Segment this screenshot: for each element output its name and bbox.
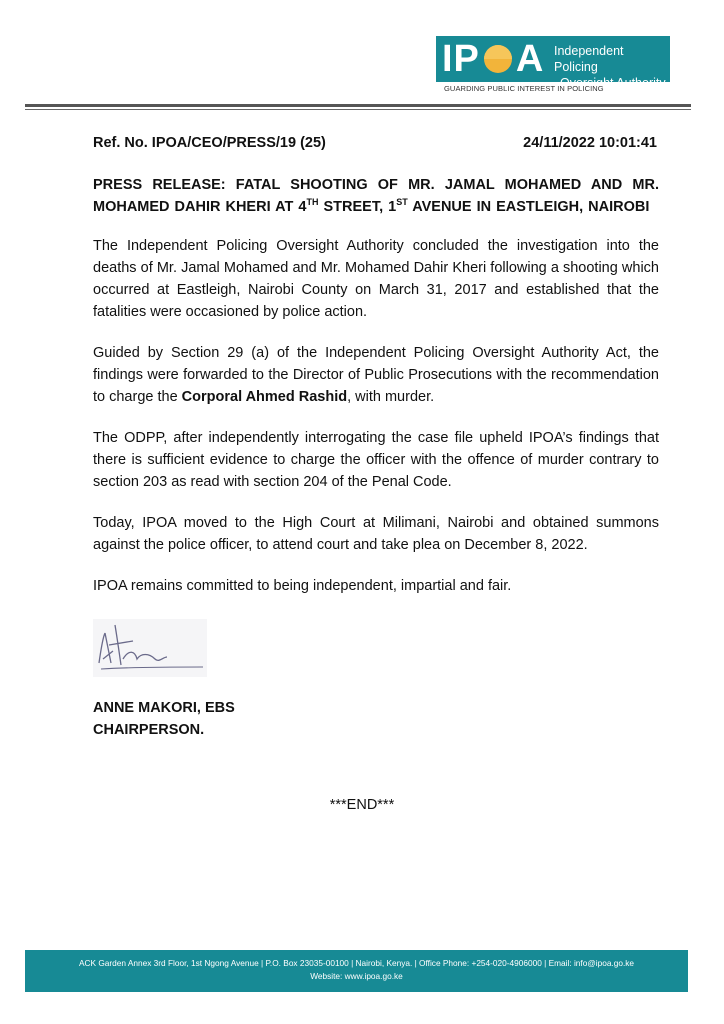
logo-mark-ip: IP [442, 37, 480, 80]
logo-mark [442, 38, 544, 80]
paragraph-high-court: Today, IPOA moved to the High Court at Milimani, Nairobi and obtained summons against the police officer, to attend court and take plea on December 8, 2022. [93, 515, 659, 553]
headline-part-1: PRESS RELEASE: FATAL SHOOTING OF MR. JAMAL MOHAMED AND MR. MOHAMED DAHIR KHERI AT 4 [93, 177, 659, 215]
end-marker: ***END*** [329, 797, 395, 813]
handwritten-signature [93, 619, 207, 677]
paragraph-odpp: The ODPP, after independently interrogating the case file upheld IPOA’s findings that there is sufficient evidence to charge the officer with the offence of murder contrary to section 203 as read with section 204 of the Penal Code. [93, 430, 659, 490]
headline-part-2: STREET, 1 [318, 199, 397, 215]
headline-superscript-th: TH [306, 197, 319, 208]
header-divider-thick [25, 104, 691, 107]
reference-number: Ref. No. IPOA/CEO/PRESS/19 (25) [93, 135, 326, 151]
sun-icon [481, 42, 515, 76]
press-release-headline [93, 174, 659, 218]
paragraph-commitment: IPOA remains committed to being independent, impartial and fair. [93, 578, 512, 594]
logo-mark-a: A [515, 37, 545, 80]
signatory-name: ANNE MAKORI, EBS [93, 700, 235, 716]
reference-line [93, 132, 657, 154]
paragraph-investigation: The Independent Policing Oversight Authority concluded the investigation into the deaths of Mr. Jamal Mohamed and Mr. Mohamed Dahir Kheri following a shooting which occurred at Eastleigh, Nairobi County on March 31, 2017 and established that the fatalities were occasioned by police action. [93, 238, 659, 320]
paragraph-recommendation-end: , with murder. [347, 389, 435, 405]
release-datetime: 24/11/2022 10:01:41 [523, 135, 657, 151]
press-release-body [93, 132, 659, 616]
header-divider-thin [25, 109, 691, 110]
logo-tagline: GUARDING PUBLIC INTEREST IN POLICING [444, 84, 604, 93]
headline-part-3: AVENUE IN EASTLEIGH, NAIROBI [407, 199, 650, 215]
logo-line-2: Oversight Authority [560, 76, 666, 90]
signatory-title: CHAIRPERSON. [93, 722, 205, 738]
accused-officer-name: Corporal Ahmed Rashid [181, 389, 348, 405]
logo-line-1: Independent Policing [554, 44, 624, 74]
footer-address: ACK Garden Annex 3rd Floor, 1st Ngong Avenue | P.O. Box 23035-00100 | Nairobi, Kenya. | Office Phone: +254-020-4906000 | Email: info@ipoa.go.ke [78, 958, 635, 968]
paragraph-recommendation-text: Guided by Section 29 (a) of the Independent Policing Oversight Authority Act, the findings were forwarded to the Director of Public Prosecutions with the recommendation to charge the [93, 345, 659, 405]
footer-website: Website: www.ipoa.go.ke [310, 971, 403, 981]
paragraph-recommendation [93, 342, 659, 408]
signatory-block [93, 697, 235, 741]
headline-superscript-st: ST [396, 197, 408, 208]
ipoa-logo [436, 36, 670, 96]
footer-contact-bar [25, 950, 688, 992]
